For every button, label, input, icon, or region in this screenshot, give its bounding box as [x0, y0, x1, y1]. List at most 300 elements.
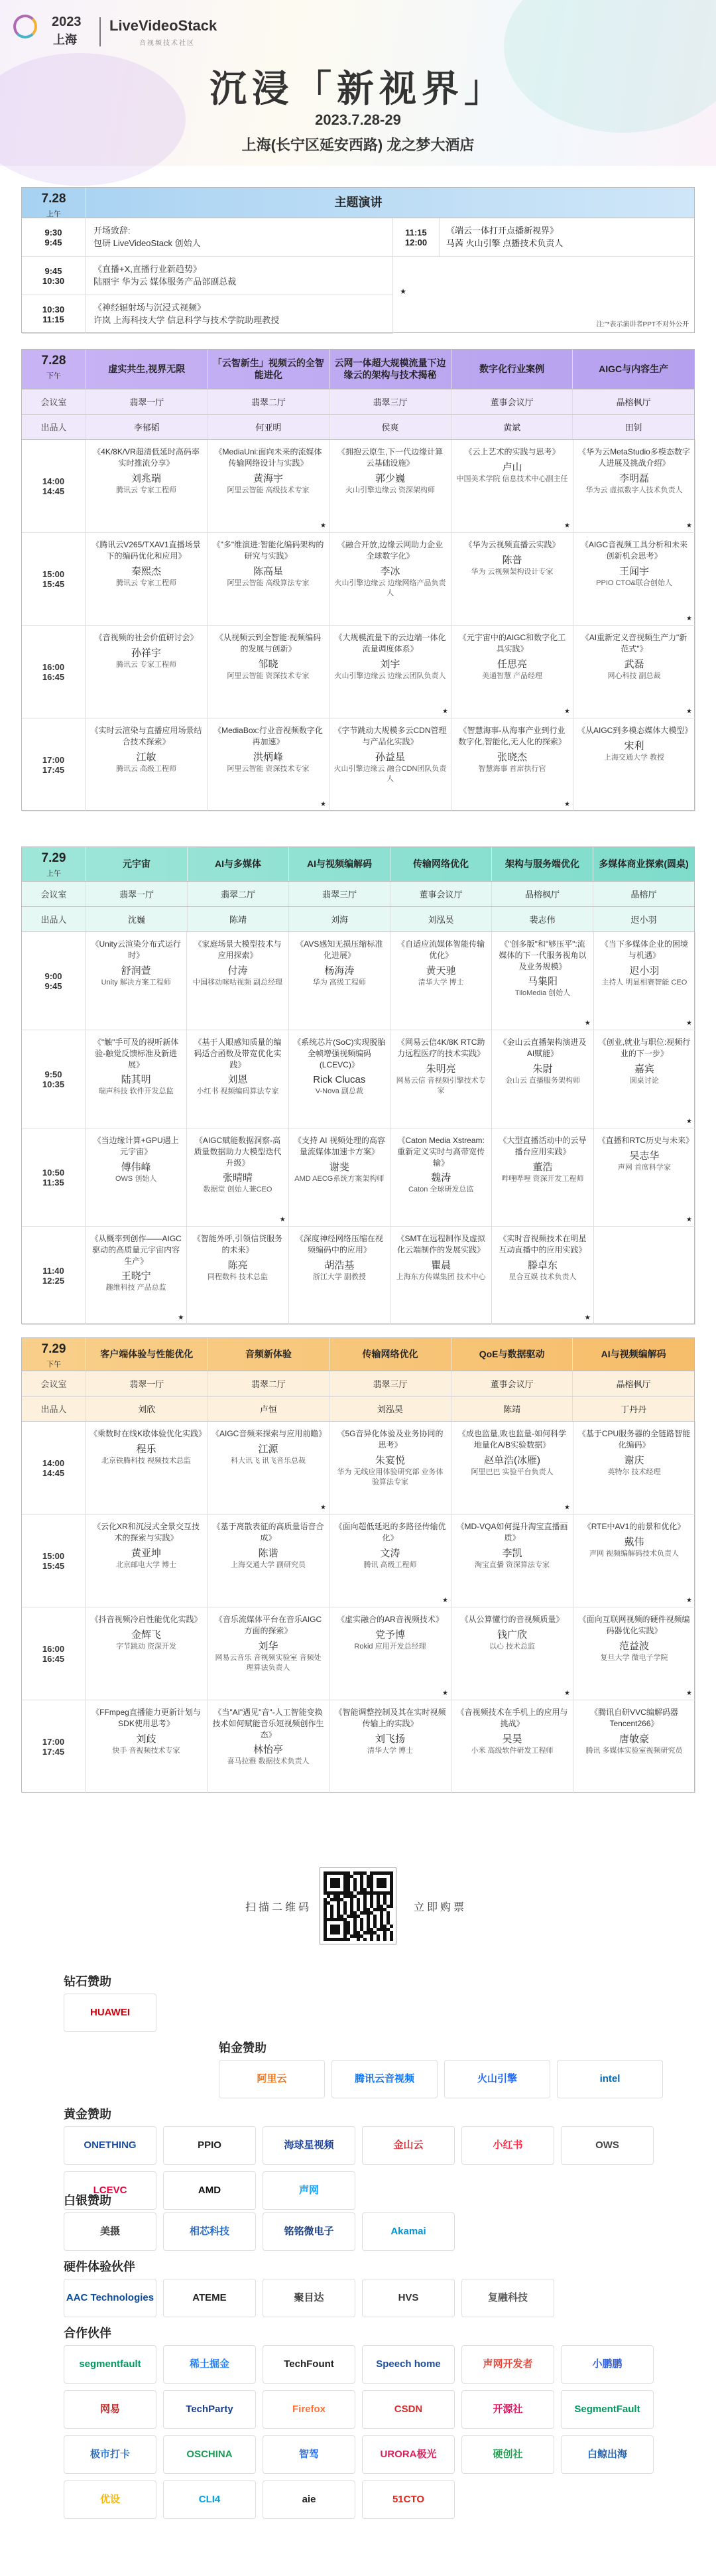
time-slot: 15:00 15:45 — [22, 1515, 86, 1607]
speaker-role: 清华大学 博士 — [418, 978, 464, 986]
talk-cell — [289, 1030, 390, 1128]
speaker-name: 洪炳峰 — [253, 751, 283, 763]
talk-title: 《面向互联网视频的硬件视频编码器优化实践》 — [578, 1615, 690, 1635]
sponsor-logo: segmentfault — [64, 2345, 156, 2384]
speaker-name: 赵单浩(冰雁) — [484, 1454, 540, 1466]
sponsor-logo: 稀土掘金 — [163, 2345, 256, 2384]
ticket-qr-code[interactable] — [320, 1867, 396, 1944]
schedule-section — [21, 1337, 695, 1793]
talk-title: 《基于CPU服务器的全链路智能化编码》 — [577, 1429, 691, 1450]
speaker-name: 吴昊 — [502, 1733, 522, 1745]
speaker-name: 陈谐 — [258, 1547, 278, 1559]
speaker-role: 华为 无线应用体验研究部 业务体验算法专家 — [337, 1467, 444, 1486]
section-header — [22, 1338, 694, 1371]
speaker-role: 腾讯云 高级工程师 — [115, 764, 177, 773]
logo-divider — [99, 17, 101, 46]
speaker-name: 谢庆 — [624, 1454, 644, 1466]
talk-title: 《从公算懂行的音视频质量》 — [460, 1615, 564, 1624]
speaker-name: 迟小羽 — [629, 965, 660, 977]
time-slot: 9:00 9:45 — [22, 932, 86, 1030]
keynote-row: 11:15 12:00 《端云一体打开点播新视界》 马茜 火山引擎 点播技术负责人 — [393, 218, 695, 257]
talk-title: 《音乐流媒体平台在音乐AIGC方面的探索》 — [214, 1615, 322, 1635]
speaker-role: 中国美术学院 信息技术中心副主任 — [456, 474, 568, 483]
speaker-name: 钱广欣 — [497, 1629, 527, 1641]
speaker-role: 阿里云智能 高级技术专家 — [227, 486, 310, 494]
sponsor-logo: 小红书 — [461, 2126, 554, 2165]
producer-name: 刘泓昊 — [329, 1396, 451, 1421]
track-title: 元宇宙 — [86, 847, 187, 881]
talk-cell — [573, 1422, 695, 1515]
room-name: 翡翠二厅 — [187, 882, 288, 906]
track-title: 架构与服务端优化 — [491, 847, 593, 881]
talk-title: 《腾讯自研VVC编解码器Tencent266》 — [590, 1708, 678, 1728]
speaker-name: 林怡亭 — [253, 1744, 283, 1756]
talk-title: 《面向超低延迟的多路径传输优化》 — [334, 1522, 446, 1542]
talk-title: 《自适应流媒体智能传输优化》 — [397, 939, 485, 960]
sponsor-logo: 美摄 — [64, 2212, 156, 2251]
speaker-name: 文涛 — [380, 1547, 400, 1559]
producers-row — [22, 907, 694, 932]
conference-city: 上海 — [53, 33, 77, 46]
talk-title: 《4K/8K/VR超清低延时高码率实时推流分享》 — [93, 447, 200, 468]
speaker-name: 滕卓东 — [527, 1259, 558, 1271]
talk-title: 《华为云MetaStudio多模态数字人进展及挑战介绍》 — [578, 447, 690, 468]
producer-name: 迟小羽 — [593, 907, 694, 931]
speaker-name: 谢斐 — [329, 1161, 349, 1173]
producer-name: 侯爽 — [329, 415, 451, 439]
speaker-name: 孙祥宇 — [131, 647, 161, 659]
producer-name: 裴志伟 — [491, 907, 593, 931]
track-title: AI与视频编解码 — [572, 1338, 694, 1371]
talk-title: 《"创多版"和"够压平":流媒体的下一代服务视角以及业务规模》 — [499, 939, 587, 971]
talk-title: 《当边缘计算+GPU遇上元宇宙》 — [93, 1136, 179, 1156]
star-mark: ★ — [686, 615, 692, 622]
producer-name: 丁丹丹 — [572, 1396, 694, 1421]
star-mark: ★ — [564, 801, 570, 808]
talk-title: 《基于离散表征的高质量语音合成》 — [212, 1522, 324, 1542]
talk-cell — [573, 1515, 695, 1607]
track-title: 「云智新生」视频云的全智能进化 — [208, 350, 329, 389]
sponsor-logo: 聚目达 — [263, 2279, 355, 2317]
room-name: 董事会议厅 — [451, 389, 573, 414]
room-name: 翡翠一厅 — [86, 389, 208, 414]
brand-name: LiveVideoStack — [109, 17, 217, 34]
talk-title: 《实时云渲染与直播应用场景结合技术探索》 — [90, 726, 202, 746]
speaker-name: 刘兆瑞 — [131, 472, 161, 484]
sponsor-logo: HUAWEI — [64, 1994, 156, 2032]
talk-cell — [329, 626, 451, 718]
keynote-time: 9:45 10:30 — [22, 257, 86, 295]
speaker-name: 付涛 — [227, 965, 248, 977]
schedule-section — [21, 349, 695, 811]
sponsor-logo: 小鹏鹏 — [561, 2345, 654, 2384]
talk-title: 《网易云信4K/8K RTC助力远程医疗的技术实践》 — [396, 1038, 485, 1058]
speaker-name: 王晓宁 — [121, 1270, 151, 1282]
speaker-role: 瑞声科技 软件开发总监 — [98, 1087, 174, 1096]
sponsor-logo: 腾讯云音视频 — [331, 2060, 438, 2098]
talk-cell — [86, 440, 208, 533]
talk-title: 《成也监量,败也监量-如何科学地量化A/B实验数据》 — [457, 1429, 567, 1450]
time-slot: 16:00 16:45 — [22, 626, 86, 718]
talk-cell — [573, 626, 695, 718]
speaker-name: 魏涛 — [431, 1172, 451, 1184]
room-name: 晶榕厅 — [593, 882, 694, 906]
sponsor-logo: LCEVC — [64, 2171, 156, 2210]
speaker-role: 哔哩哔哩 资深开发工程师 — [501, 1174, 584, 1183]
talk-cell — [86, 1422, 208, 1515]
speaker-role: 趣维科技 产品总监 — [105, 1284, 166, 1292]
speaker-name: 陈普 — [502, 554, 522, 566]
sponsor-logo: 声网开发者 — [461, 2345, 554, 2384]
speaker-name: 戴伟 — [624, 1536, 644, 1548]
speaker-name: 黄天驰 — [426, 965, 456, 977]
talk-cell — [390, 932, 492, 1030]
talk-cell — [451, 1700, 573, 1793]
speaker-name: 金辉飞 — [131, 1629, 161, 1641]
sponsor-logo: CLI4 — [163, 2480, 256, 2519]
speaker-name: 卢山 — [502, 461, 522, 473]
talk-cell — [187, 1128, 288, 1227]
speaker-role: 阿里云智能 资深技术专家 — [227, 764, 310, 773]
keynote-time: 9:30 9:45 — [22, 218, 86, 256]
speaker-name: 陈高星 — [253, 565, 283, 577]
talk-cell — [492, 1128, 593, 1227]
speaker-role: 华为云 虚拟数字人技术负责人 — [585, 486, 683, 494]
speaker-name: 任思亮 — [497, 658, 527, 670]
speaker-role: PPIO CTO&联合创始人 — [596, 578, 672, 587]
talk-title: 《系统芯片(SoC)实现脱胎全帧增强视频编码(LCEVC)》 — [293, 1038, 386, 1069]
speaker-role: 上海交通大学 副研究员 — [230, 1560, 306, 1569]
talk-cell — [208, 1607, 329, 1700]
keynote-talk-title: 《直播+X,直播行业新趋势》 — [93, 263, 202, 274]
talk-cell — [573, 718, 695, 811]
talk-cell — [390, 1030, 492, 1128]
talk-cell — [86, 1227, 187, 1325]
speaker-role: 同程数科 技术总监 — [207, 1272, 268, 1281]
talk-title: 《从视频云到全智能:视频编码的发展与创新》 — [215, 633, 322, 653]
sponsor-logo: 相芯科技 — [163, 2212, 256, 2251]
speaker-role: 阿里巴巴 实验平台负责人 — [471, 1467, 554, 1476]
sponsor-logo: 极市打卡 — [64, 2435, 156, 2474]
rooms-row — [22, 1371, 694, 1396]
hero-banner — [0, 0, 716, 166]
keynote-row — [22, 218, 392, 257]
sponsor-logo: CSDN — [362, 2390, 455, 2429]
track-title: 数字化行业案例 — [451, 350, 573, 389]
talk-title: 《拥抱云原生,下一代边缘计算云基础设施》 — [337, 447, 444, 468]
talk-cell — [187, 932, 288, 1030]
talk-title: 《云上艺术的实践与思考》 — [464, 447, 560, 456]
speaker-name: 刘华 — [258, 1640, 278, 1652]
speaker-name: 黄亚坤 — [131, 1547, 161, 1559]
producer-name: 田钊 — [572, 415, 694, 439]
talk-cell — [289, 1128, 390, 1227]
speaker-role: OWS 创始人 — [115, 1174, 157, 1183]
keynote-speaker: 马茜 火山引擎 点播技术负责人 — [446, 238, 564, 248]
sponsor-logo: PPIO — [163, 2126, 256, 2165]
event-dates: 2023.7.28-29 — [315, 111, 401, 128]
keynote-row — [22, 257, 392, 295]
star-mark: ★ — [400, 288, 406, 296]
talk-title: 《虚实融合的AR音视频技术》 — [337, 1615, 444, 1624]
speaker-role: Caton 全球研发总监 — [408, 1186, 474, 1194]
section-header — [22, 847, 694, 882]
speaker-role: 智慧海事 首席执行官 — [478, 764, 546, 773]
speaker-role: 上海交通大学 教授 — [603, 753, 665, 762]
rooms-label: 会议室 — [40, 1379, 67, 1389]
sponsor-logo: URORA极光 — [362, 2435, 455, 2474]
talk-title: 《乘数时在线K歌体验优化实践》 — [90, 1429, 207, 1438]
star-mark: ★ — [686, 1020, 692, 1027]
speaker-name: 唐敏豪 — [619, 1733, 649, 1745]
time-slot: 17:00 17:45 — [22, 718, 86, 811]
star-mark: ★ — [686, 1690, 692, 1697]
star-mark: ★ — [686, 1118, 692, 1125]
sponsor-logo: 阿里云 — [219, 2060, 325, 2098]
talk-title: 《MD-VQA如何提升淘宝直播画质》 — [456, 1522, 568, 1542]
talk-cell — [208, 1422, 329, 1515]
speaker-name: 刘恩 — [227, 1074, 248, 1086]
talk-title: 《字节跳动大规模多云CDN管理与产品化实践》 — [333, 726, 447, 746]
track-title: 传输网络优化 — [390, 847, 491, 881]
keynote-note: 注:"*表示演讲者PPT不对外公开 — [596, 321, 689, 328]
star-mark: ★ — [279, 1216, 286, 1223]
talk-cell — [208, 626, 329, 718]
speaker-name: 刘歧 — [136, 1733, 156, 1745]
talk-title: 《智能调整控制及其在实时视频传输上的实践》 — [334, 1708, 446, 1728]
sponsor-logo: TechFount — [263, 2345, 355, 2384]
producers-label: 出品人 — [40, 423, 67, 433]
speaker-name: 王闻宇 — [619, 565, 649, 577]
star-mark: ★ — [442, 708, 448, 715]
talk-cell — [451, 440, 573, 533]
scan-text: 扫描二维码 — [245, 1902, 312, 1913]
producer-name: 沈巍 — [86, 907, 187, 931]
sponsor-logo: 复融科技 — [461, 2279, 554, 2317]
speaker-role: 清华大学 博士 — [367, 1746, 414, 1755]
sponsor-logo: 51CTO — [362, 2480, 455, 2519]
talk-title: 《腾讯云V265/TXAV1直播场景下的编码优化和应用》 — [91, 540, 201, 561]
speaker-name: 黄海宇 — [253, 472, 283, 484]
track-title: 虚实共生,视界无限 — [86, 350, 208, 389]
sponsor-logo: AAC Technologies — [64, 2279, 156, 2317]
talk-cell — [492, 932, 593, 1030]
speaker-role: 快手 音视频技术专家 — [112, 1746, 180, 1755]
speaker-name: Rick Clucas — [313, 1074, 366, 1086]
talk-title: 《音视频技术在手机上的应用与挑战》 — [456, 1708, 568, 1728]
speaker-name: 朱明亮 — [426, 1063, 456, 1075]
speaker-role: 小米 高级软件研发工程师 — [471, 1746, 554, 1755]
producers-row — [22, 1396, 694, 1422]
sponsor-logo: Akamai — [362, 2212, 455, 2251]
sponsor-tier-title: 铂金赞助 — [219, 2041, 267, 2055]
speaker-role: 火山引擎边缘云 边缘云团队负责人 — [334, 671, 446, 680]
room-name: 翡翠二厅 — [208, 1371, 329, 1396]
talk-title: 《支持 AI 视频处理的高容量流媒体加速卡方案》 — [293, 1136, 385, 1156]
keynote-time: 10:30 11:15 — [22, 295, 86, 333]
talk-cell — [208, 718, 329, 811]
talk-cell — [208, 440, 329, 533]
speaker-role: 阿里云智能 资深技术专家 — [227, 671, 310, 680]
speaker-name: 江敏 — [136, 751, 156, 763]
talk-cell — [86, 626, 208, 718]
talk-title: 《当下多媒体企业的困境与机遇》 — [600, 939, 688, 960]
keynote-row — [22, 295, 392, 334]
track-title: 传输网络优化 — [329, 1338, 451, 1371]
sponsor-tier-title: 白银赞助 — [64, 2194, 111, 2207]
producer-name: 陈靖 — [451, 1396, 573, 1421]
talk-title: 《Unity云渲染分布式运行时》 — [91, 939, 181, 960]
talk-title: 《MediaBox:行业音视频数字化再加速》 — [213, 726, 323, 746]
speaker-name: 范益波 — [619, 1640, 649, 1652]
star-mark: ★ — [686, 1216, 692, 1223]
room-name: 翡翠三厅 — [288, 882, 390, 906]
speaker-role: V-Nova 副总裁 — [315, 1087, 363, 1096]
talk-title: 《AIGC音视频工具分析和未来创新机会思考》 — [580, 540, 688, 561]
keynote-speaker: 包研 LiveVideoStack 创始人 — [93, 237, 201, 248]
speaker-name: 武磊 — [624, 658, 644, 670]
talk-cell — [573, 1607, 695, 1700]
talk-cell — [86, 1030, 187, 1128]
talk-title: 《5G音异化体验及业务协同的思考》 — [337, 1429, 444, 1450]
speaker-name: 孙益星 — [375, 751, 405, 763]
talk-cell — [594, 1030, 695, 1128]
star-mark: ★ — [584, 1314, 591, 1322]
track-title: 多媒体商业探索(圆桌) — [593, 847, 694, 881]
section-header — [22, 188, 694, 218]
speaker-role: 网心科技 副总裁 — [607, 671, 661, 680]
talk-title: 《融合开放,边缘云网助力企业全球数字化》 — [337, 540, 444, 561]
event-venue: 上海(长宁区延安西路) 龙之梦大酒店 — [241, 137, 475, 153]
speaker-name: 刘宇 — [380, 658, 400, 670]
keynote-talk-title: 《端云一体打开点播新视界》 — [446, 226, 559, 236]
keynote-section — [21, 187, 695, 333]
talk-title: 《AIGC音频来探索与应用前瞻》 — [211, 1429, 327, 1438]
time-slot: 10:50 11:35 — [22, 1128, 86, 1227]
brand-subtitle: 音视频技术社区 — [139, 40, 195, 47]
track-title: AI与多媒体 — [187, 847, 288, 881]
producer-name: 刘泓昊 — [390, 907, 491, 931]
talk-title: 《"触"手可及的视听新体验-触觉反馈标准及新进展》 — [93, 1038, 179, 1069]
sponsor-logo: ATEME — [163, 2279, 256, 2317]
star-mark: ★ — [564, 1690, 570, 1697]
producers-label: 出品人 — [40, 1404, 67, 1414]
sponsor-logo: aie — [263, 2480, 355, 2519]
star-mark: ★ — [320, 1504, 326, 1511]
speaker-role: 声网 视频编解码技术负责人 — [589, 1549, 680, 1558]
talk-title: 《从概率到创作——AIGC驱动的高质量元宇宙内容生产》 — [90, 1234, 182, 1266]
room-name: 晶榕枫厅 — [572, 1371, 694, 1396]
talk-title: 《金山云直播架构演进及AI赋能》 — [499, 1038, 587, 1058]
speaker-role: 以心 技术总监 — [489, 1642, 536, 1651]
track-title: 客户端体验与性能优化 — [86, 1338, 208, 1371]
speaker-name: 傅伟峰 — [121, 1161, 151, 1173]
speaker-role: 数据堂 创始人兼CEO — [203, 1186, 272, 1194]
speaker-role: 复旦大学 微电子学院 — [600, 1653, 668, 1662]
keynote-speaker: 陆丽宇 华为云 媒体服务产品部副总裁 — [93, 276, 237, 287]
producer-name: 卢恒 — [208, 1396, 329, 1421]
speaker-role: 北京邮电大学 博士 — [115, 1560, 177, 1569]
speaker-name: 郭少巍 — [375, 472, 405, 484]
time-slot: 16:00 16:45 — [22, 1607, 86, 1700]
speaker-role: 英特尔 技术经理 — [607, 1467, 661, 1476]
talk-cell — [289, 1227, 390, 1325]
talk-cell — [329, 1607, 451, 1700]
rooms-row — [22, 882, 694, 907]
talk-cell — [329, 533, 451, 626]
section-date: 7.29 下午 — [41, 1342, 66, 1369]
talk-cell — [451, 718, 573, 811]
speaker-role: 网易云信 音视频引擎技术专家 — [396, 1076, 486, 1095]
section-date: 7.28 上午 — [41, 192, 66, 218]
talk-title: 《实时音视频技术在明星互动直播中的应用实践》 — [499, 1234, 587, 1254]
room-name: 晶榕枫厅 — [491, 882, 593, 906]
speaker-role: 腾讯 多媒体实验室视频研究员 — [585, 1746, 683, 1755]
speaker-role: 华为 云视频架构设计专家 — [471, 567, 554, 576]
speaker-role: 火山引擎边缘云 融合CDN团队负责人 — [333, 764, 447, 783]
section-header — [22, 350, 694, 389]
talk-title: 《华为云视频直播云实践》 — [464, 540, 560, 549]
room-name: 董事会议厅 — [390, 882, 491, 906]
talk-cell — [86, 533, 208, 626]
talk-cell — [86, 718, 208, 811]
keynote-speaker: 许岚 上海科技大学 信息科学与技术学院助理教授 — [93, 314, 280, 325]
producer-name: 刘海 — [288, 907, 390, 931]
star-mark: ★ — [584, 1020, 591, 1027]
talk-cell — [390, 1128, 492, 1227]
talk-cell — [451, 533, 573, 626]
keynote-talk — [93, 218, 201, 256]
speaker-role: 浙江大学 副教授 — [312, 1272, 366, 1281]
talk-title: 《大型直播活动中的云导播台应用实践》 — [499, 1136, 587, 1156]
section-date: 7.28 下午 — [41, 354, 66, 380]
speaker-role: Rokid 应用开发总经理 — [354, 1642, 426, 1651]
sponsor-logo: Firefox — [263, 2390, 355, 2429]
room-name: 董事会议厅 — [451, 1371, 573, 1396]
time-slot: 15:00 15:45 — [22, 533, 86, 626]
speaker-name: 张晴晴 — [222, 1172, 253, 1184]
speaker-name: 程乐 — [136, 1443, 156, 1455]
star-mark: ★ — [320, 801, 326, 808]
speaker-name: 邹晓 — [258, 658, 278, 670]
speaker-role: 淘宝直播 资深算法专家 — [474, 1560, 550, 1569]
talk-cell — [573, 440, 695, 533]
talk-cell — [86, 1515, 208, 1607]
sponsor-logo: ONETHING — [64, 2126, 156, 2165]
talk-title: 《元宇宙中的AIGC和数字化工具实践》 — [458, 633, 566, 653]
room-name: 翡翠一厅 — [86, 882, 187, 906]
talk-cell — [86, 1700, 208, 1793]
talk-cell — [208, 1700, 329, 1793]
room-name: 晶榕枫厅 — [572, 389, 694, 414]
producer-name: 李郁韬 — [86, 415, 208, 439]
speaker-role: 金山云 直播服务架构师 — [505, 1076, 581, 1085]
sponsor-logo: HVS — [362, 2279, 455, 2317]
sponsor-logo: OSCHINA — [163, 2435, 256, 2474]
speaker-role: TiloMedia 创始人 — [514, 989, 571, 998]
talk-title: 《"多"维演进:智能化编码架构的研究与实践》 — [212, 540, 324, 561]
talk-title: 《从AIGC到多模态媒体大模型》 — [577, 726, 693, 735]
speaker-name: 陆其明 — [121, 1074, 151, 1086]
speaker-role: 星合互娱 技术负责人 — [508, 1272, 577, 1281]
speaker-role: 腾讯云 专家工程师 — [115, 578, 177, 587]
keynote-title: 主题演讲 — [86, 188, 630, 218]
room-name: 翡翠一厅 — [86, 1371, 208, 1396]
sponsor-tier-title: 合作伙伴 — [64, 2327, 111, 2340]
sponsor-logo: SegmentFault — [561, 2390, 654, 2429]
keynote-talk-title: 《神经辐射场与沉浸式视频》 — [93, 302, 206, 312]
speaker-role: Unity 解决方案工程师 — [101, 978, 171, 986]
